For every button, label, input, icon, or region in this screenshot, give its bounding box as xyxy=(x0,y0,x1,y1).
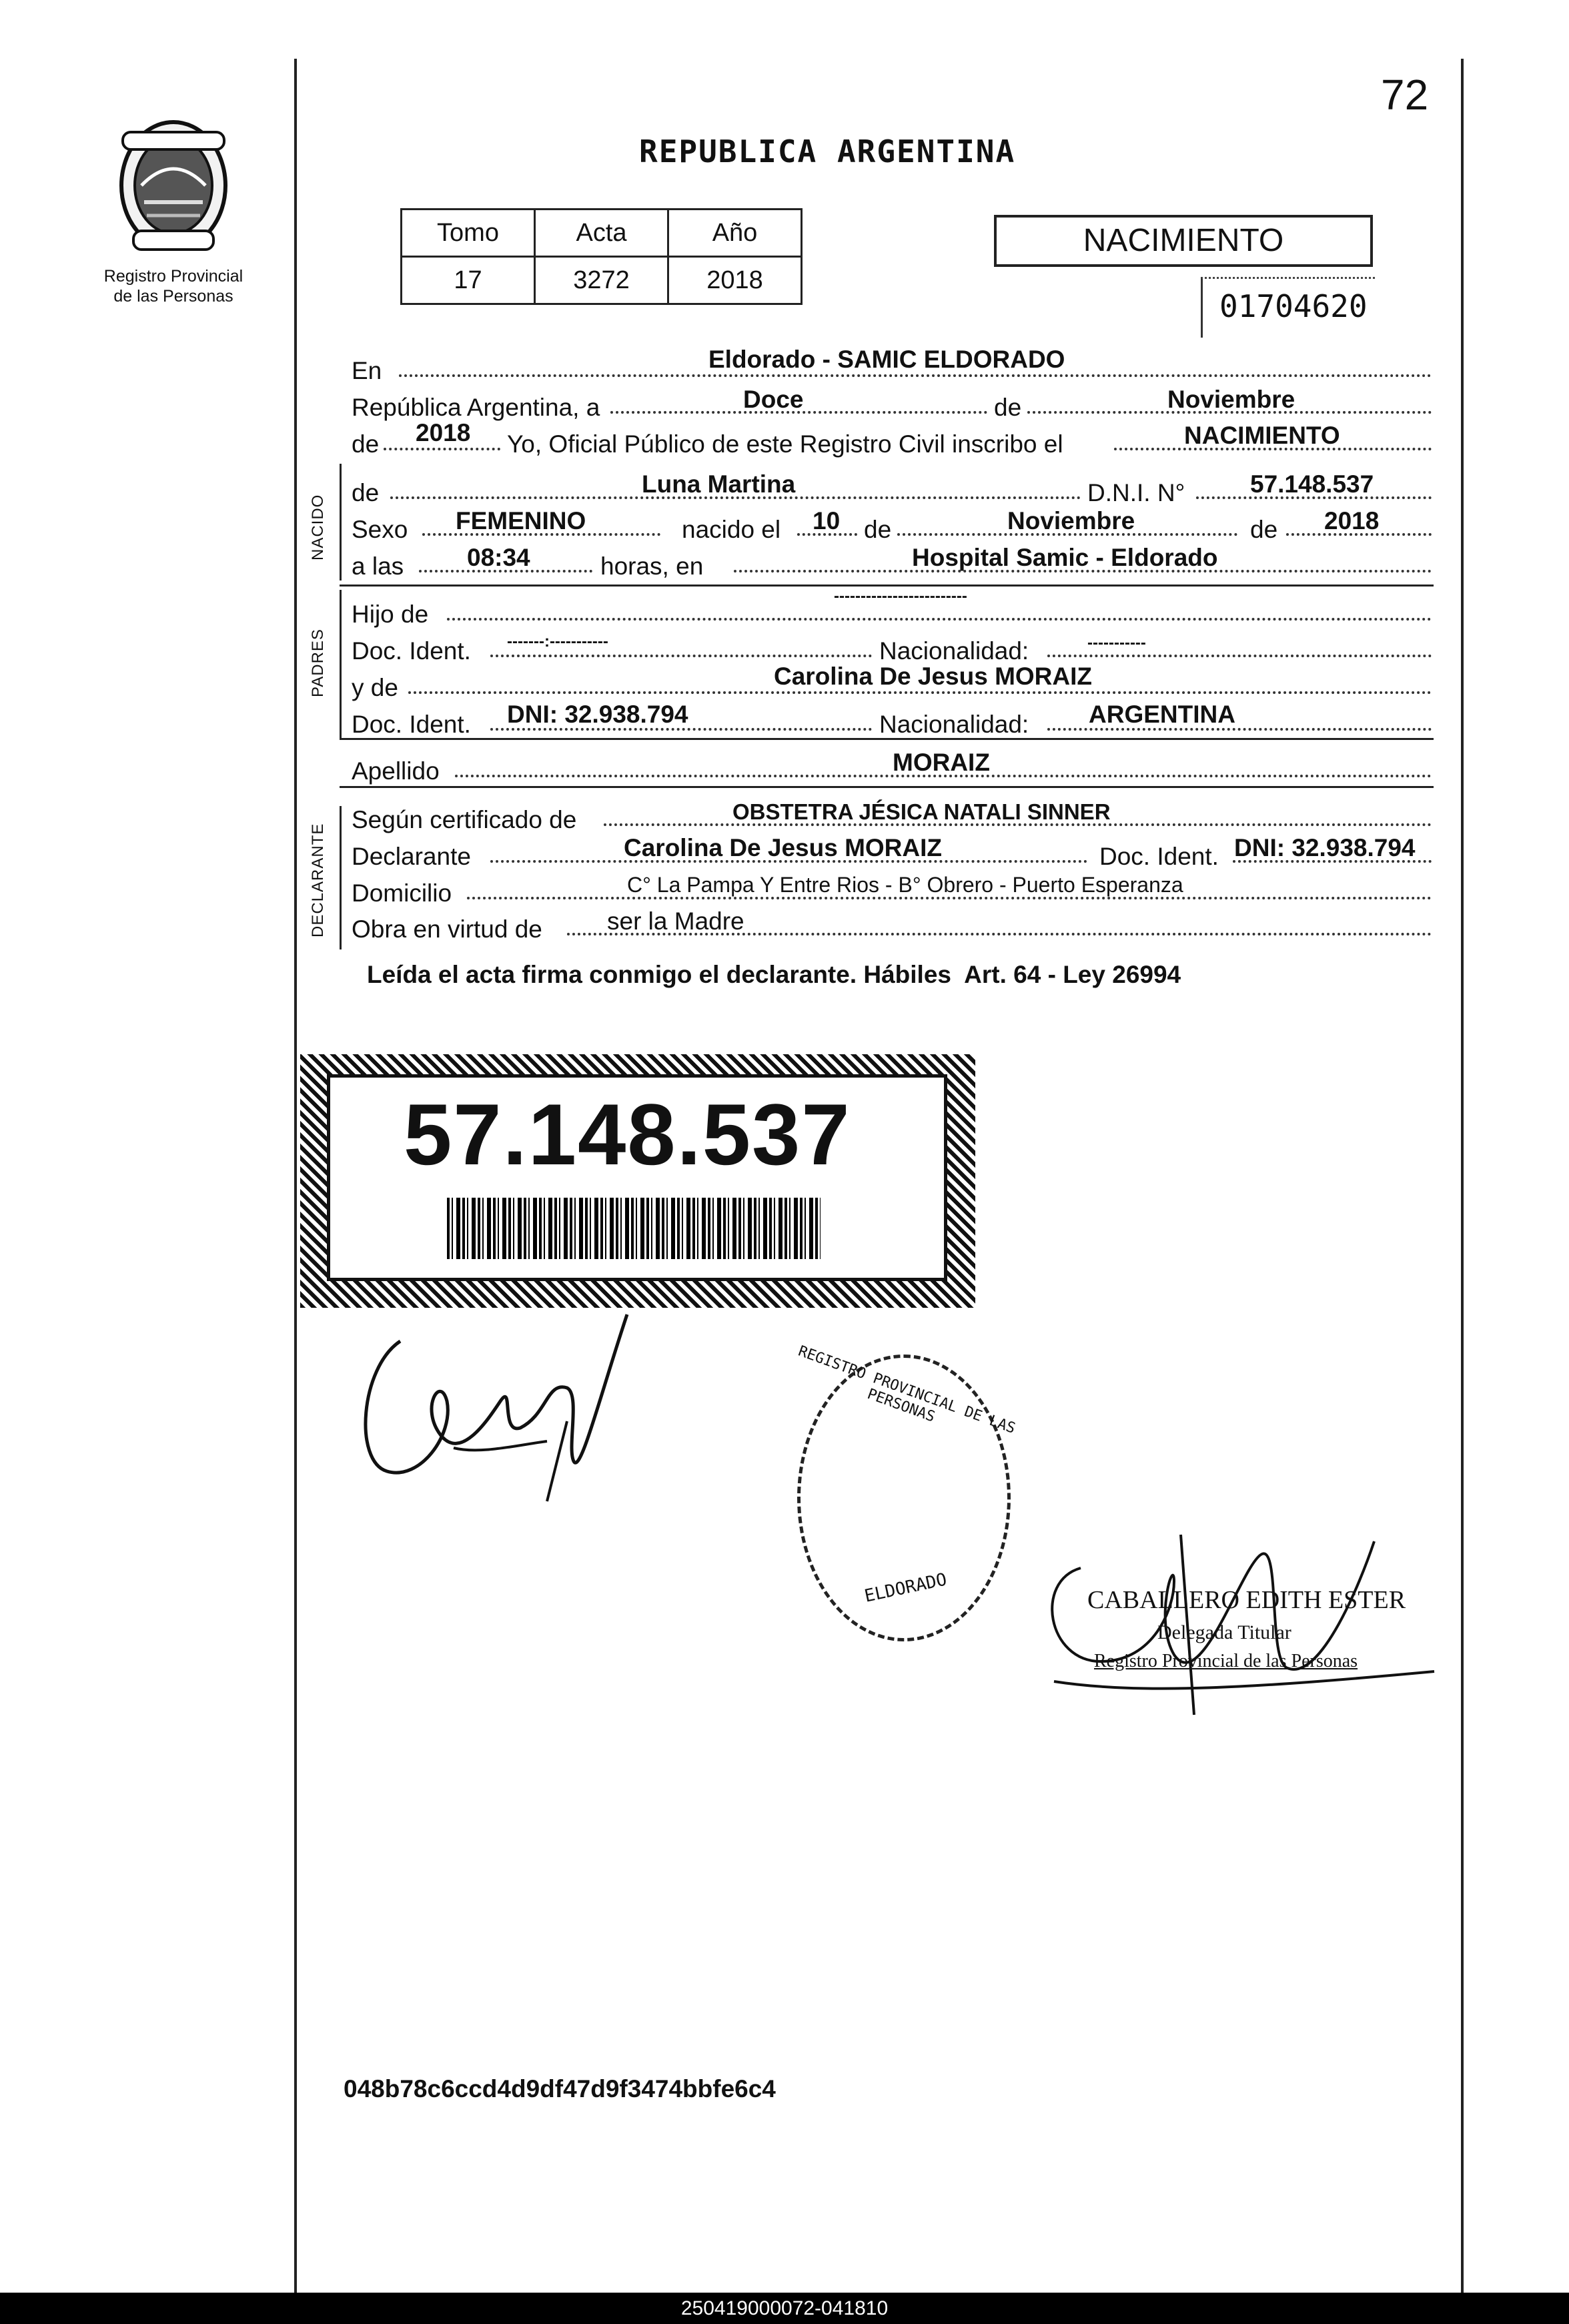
de2-label: de xyxy=(352,430,380,458)
mes-nac-value: Noviembre xyxy=(1007,507,1135,534)
doc-type-label: NACIMIENTO xyxy=(1083,223,1284,258)
declarante-doc-label: Doc. Ident. xyxy=(1099,843,1219,870)
nacido-section-bar xyxy=(340,464,342,580)
nacido-de-label-3: de xyxy=(1250,516,1278,543)
horas-en-label: horas, en xyxy=(600,552,704,580)
stamp-text: REGISTRO PROVINCIAL DE LAS PERSONAS xyxy=(796,1342,1018,1437)
obra-label: Obra en virtud de xyxy=(352,915,542,943)
padre-value: ------------------------- xyxy=(834,587,967,605)
document-title: REPUBLICA ARGENTINA xyxy=(639,133,1016,169)
nombre-value: Luna Martina xyxy=(642,470,796,498)
anio-nac-value: 2018 xyxy=(1324,507,1380,534)
official-office: Registro Provincial de las Personas xyxy=(1094,1651,1358,1671)
republica-label: República Argentina, a xyxy=(352,394,600,421)
obra-value: ser la Madre xyxy=(607,907,744,935)
acta-header-tomo: Tomo xyxy=(402,210,535,257)
acta-table xyxy=(400,208,803,305)
dni-sticker-number: 57.148.537 xyxy=(404,1086,851,1183)
dni-label: D.N.I. N° xyxy=(1087,479,1185,506)
madre-value: Carolina De Jesus MORAIZ xyxy=(774,663,1093,690)
apellido-divider xyxy=(340,786,1434,788)
doc-type-box xyxy=(994,215,1373,267)
acta-value-tomo: 17 xyxy=(402,257,535,304)
de-label: de xyxy=(994,394,1022,421)
acta-value-anio: 2018 xyxy=(668,257,802,304)
dni-sticker xyxy=(300,1054,975,1308)
control-number: 01704620 xyxy=(1219,288,1368,324)
madre-doc-label: Doc. Ident. xyxy=(352,711,471,738)
padre-doc-label: Doc. Ident. xyxy=(352,637,471,665)
barcode xyxy=(447,1198,821,1259)
nacido-el-label: nacido el xyxy=(682,516,781,543)
madre-nac-value: ARGENTINA xyxy=(1089,701,1235,728)
domicilio-label: Domicilio xyxy=(352,879,452,907)
padres-section-label: PADRES xyxy=(309,629,327,697)
page-number: 72 xyxy=(1381,71,1429,119)
province-logo xyxy=(100,112,247,272)
lugar-value: Hospital Samic - Eldorado xyxy=(912,544,1218,571)
domicilio-value: C° La Pampa Y Entre Rios - B° Obrero - Puerto Esperanza xyxy=(627,873,1183,897)
apellido-value: MORAIZ xyxy=(893,749,990,776)
padre-nac-label: Nacionalidad: xyxy=(879,637,1029,665)
acta-header-anio: Año xyxy=(668,210,802,257)
alas-label: a las xyxy=(352,552,404,580)
footer-bar xyxy=(0,2293,1569,2324)
dni-value: 57.148.537 xyxy=(1250,470,1374,498)
footer-code: 250419000072-041810 xyxy=(680,2297,889,2319)
anio-line xyxy=(384,448,500,450)
madre-nac-label: Nacionalidad: xyxy=(879,711,1029,738)
official-stamp xyxy=(796,1342,1018,1641)
anio-value: 2018 xyxy=(416,419,471,446)
nacido-de-label: de xyxy=(352,479,380,506)
acta-header-acta: Acta xyxy=(535,210,668,257)
padres-section-bar xyxy=(340,590,342,738)
control-number-frame xyxy=(1201,277,1375,338)
dia-value: Doce xyxy=(743,386,804,413)
padres-divider xyxy=(340,738,1434,740)
y-de-label: y de xyxy=(352,674,398,701)
declarante-signature xyxy=(347,1301,654,1521)
padre-doc-line xyxy=(490,655,872,657)
padre-nac-line xyxy=(1047,655,1432,657)
madre-doc-value: DNI: 32.938.794 xyxy=(507,701,688,728)
nacido-divider xyxy=(340,585,1434,587)
declarante-doc-value: DNI: 32.938.794 xyxy=(1234,834,1416,861)
padre-doc-value: -------:----------- xyxy=(507,633,608,651)
certificado-value: OBSTETRA JÉSICA NATALI SINNER xyxy=(732,799,1111,824)
certificado-label: Según certificado de xyxy=(352,806,577,833)
yo-label: Yo, Oficial Público de este Registro Civil inscribo el xyxy=(507,430,1063,458)
dni-sticker-inner xyxy=(327,1074,947,1281)
nacido-section-label: NACIDO xyxy=(309,494,327,560)
padre-nac-value: ----------- xyxy=(1087,634,1146,652)
left-margin-line xyxy=(294,59,297,2294)
apellido-label: Apellido xyxy=(352,757,440,785)
right-margin-line xyxy=(1461,59,1464,2294)
declarante-value: Carolina De Jesus MORAIZ xyxy=(624,834,943,861)
padre-line xyxy=(447,618,1432,621)
declarante-section-bar xyxy=(340,806,342,949)
hijo-de-label: Hijo de xyxy=(352,601,429,628)
logo-caption-2: de las Personas xyxy=(113,287,233,306)
dia-nac-value: 10 xyxy=(813,507,841,534)
inscribe-value: NACIMIENTO xyxy=(1184,422,1340,449)
closing-text: Leída el acta firma conmigo el declarante. Hábiles Art. 64 - Ley 26994 xyxy=(367,961,1181,988)
nacido-de-label-2: de xyxy=(864,516,892,543)
en-label: En xyxy=(352,357,382,384)
sexo-value: FEMENINO xyxy=(456,507,586,534)
document-hash: 048b78c6ccd4d9df47d9f3474bbfe6c4 xyxy=(344,2075,776,2102)
en-line xyxy=(399,374,1432,377)
sexo-label: Sexo xyxy=(352,516,408,543)
stamp-city: ELDORADO xyxy=(863,1569,949,1607)
official-name: CABALLERO EDITH ESTER xyxy=(1087,1586,1406,1614)
hora-value: 08:34 xyxy=(467,544,530,571)
mes-value: Noviembre xyxy=(1167,386,1295,413)
acta-value-acta: 3272 xyxy=(535,257,668,304)
en-value: Eldorado - SAMIC ELDORADO xyxy=(708,346,1065,373)
declarante-section-label: DECLARANTE xyxy=(309,823,327,937)
province-seal-icon xyxy=(100,112,247,272)
logo-caption-1: Registro Provincial xyxy=(103,267,243,286)
declarante-label: Declarante xyxy=(352,843,471,870)
official-role: Delegada Titular xyxy=(1157,1621,1291,1643)
madre-line xyxy=(408,691,1432,694)
